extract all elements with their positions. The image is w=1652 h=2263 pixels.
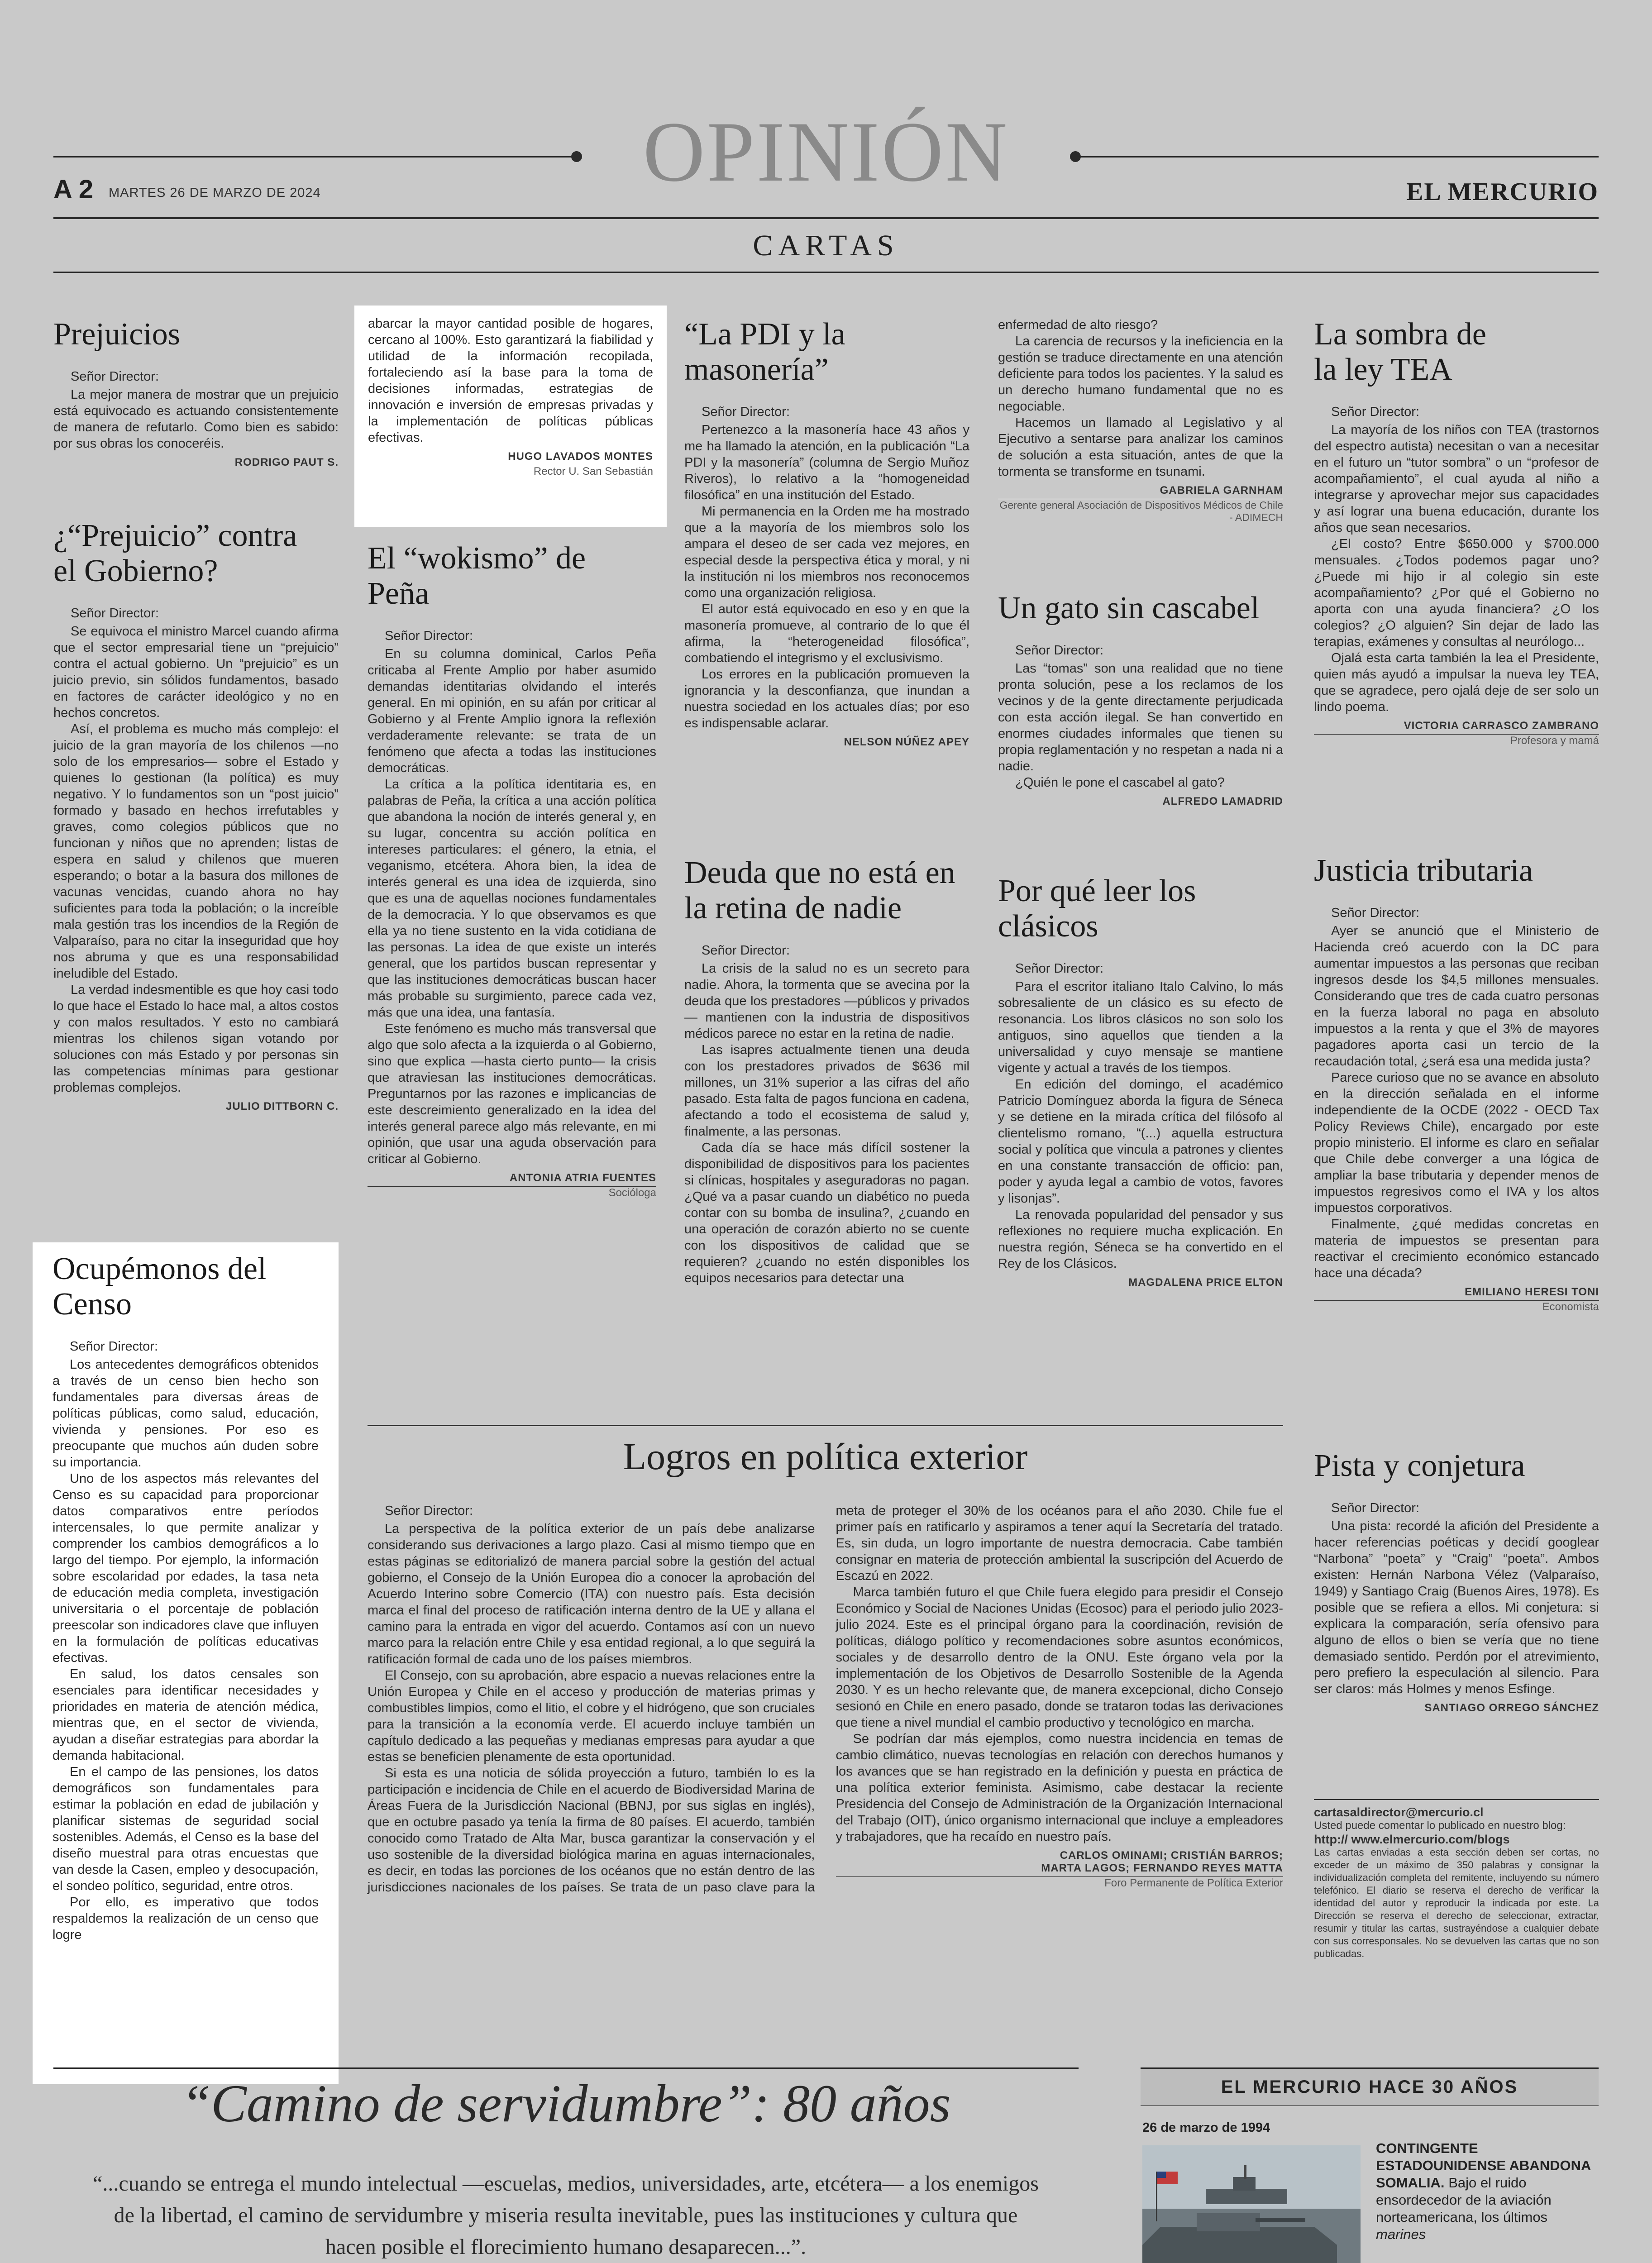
letter-paragraph: enfermedad de alto riesgo?: [998, 318, 1158, 332]
letter-title: Pista y conjetura: [1314, 1448, 1525, 1483]
letter-salutation: Señor Director:: [1015, 961, 1104, 976]
letter-prejuicio-gobierno: [53, 518, 339, 1113]
letter-signature: HUGO LAVADOS MONTES: [508, 450, 653, 463]
letter-paragraph: La verdad indesmentible es que hoy casi todo lo que hace el Estado lo hace mal, a altos costos y con malos resultados. Y esto no cambiará mientras los chilenos sigan votando por soluciones con más Estado y por personas sin las competencias mínimas para gestionar problemas complejos.: [53, 983, 339, 1095]
letter-paragraph: La carencia de recursos y la ineficiencia en la gestión se traduce directamente en una atención deficiente para todos los pacientes. Y la salud es un derecho humano fundamental que no es negociable.: [998, 334, 1283, 414]
header-rule-left: [53, 156, 575, 158]
logros-top-rule: [368, 1425, 1283, 1426]
logros-title: Logros en política exterior: [623, 1436, 1028, 1478]
letter-signature: MAGDALENA PRICE ELTON: [1128, 1276, 1283, 1289]
letter-salutation: Señor Director:: [385, 629, 473, 643]
letter-paragraph: ¿El costo? Entre $650.000 y $700.000 mensuales. ¿Todos podemos pagar uno? ¿Puede mi hijo ir al colegio sin este acompañamiento? ¿Por qué el Gobierno no aporta con una ayuda financiera? ¿O los colegios? ¿O alguien? Sin dejar de lado las terapias, exámenes y consultas al neurólogo...: [1314, 537, 1599, 649]
letter-paragraph: Parece curioso que no se avance en absoluto en la dirección señalada en el informe independiente de la OCDE (2022 - OECD Tax Policy Reviews Chile), encargado por este propio ministerio. El informe es claro en señalar que Chile debe converger a una lógica de ampliar la base tributaria y depender menos de impuestos regresivos como el IVA y los altos impuestos corporativos.: [1314, 1070, 1599, 1215]
letter-paragraph: Para el escritor italiano Italo Calvino, lo más sobresaliente de un clásico es su efecto de resonancia. Los libros clásicos no son solo los antiguos, sino aquellos que tienden a la universalidad y cuyo mensaje se mantiene vigente y actual a través de los tiempos.: [998, 979, 1283, 1075]
letter-clasicos: [998, 874, 1283, 1289]
letter-signature-role: Foro Permanente de Política Exterior: [1104, 1877, 1283, 1889]
letter-gato: [998, 591, 1283, 808]
letter-signature-role: Socióloga: [608, 1187, 656, 1199]
header-rule: [53, 217, 1599, 219]
letter-signature-role: Economista: [1542, 1301, 1599, 1313]
letter-signature-role: Profesora y mamá: [1510, 735, 1599, 747]
letter-title: Deuda que no está en la retina de nadie: [684, 855, 955, 926]
letter-paragraph: Por ello, es imperativo que todos respaldemos la realización de un censo que logre: [53, 1895, 319, 1942]
letter-paragraph: El autor está equivocado en eso y en que la masonería promueve, al contrario de lo que él afirma, la “heterogeneidad filosófica”, combatiendo el integrismo y el exclusivismo.: [684, 602, 969, 665]
letter-signature: GABRIELA GARNHAM: [1160, 484, 1283, 497]
letter-paragraph: Finalmente, ¿qué medidas concretas en materia de impuestos se presentan para reactivar el crecimiento económico estancado hace una década?: [1314, 1217, 1599, 1280]
letter-salutation: Señor Director:: [70, 1339, 158, 1354]
letter-paragraph: Los antecedentes demográficos obtenidos a través de un censo bien hecho son fundamentales para diversas áreas de políticas públicas, como salud, educación, vivienda y pensiones. Por eso es preocupante que muchos aún duden sobre su importancia.: [53, 1357, 319, 1470]
letter-paragraph: Las “tomas” son una realidad que no tiene pronta solución, pese a los reclamos de los vecinos y de la gente directamente perjudicada con esta acción ilegal. Se han convertido en enormes ciudades informales que tienen su propia reglamentación y no respetan a nada ni a nadie.: [998, 661, 1283, 773]
letter-paragraph: La renovada popularidad del pensador y sus reflexiones no requiere mucha explicación. En nuestra región, Séneca se ha convertido en el Rey de los Clásicos.: [998, 1208, 1283, 1271]
letter-paragraph: Mi permanencia en la Orden me ha mostrado que a la mayoría de los miembros solo los ampara el deseo de ser cada vez mejores, en especial desde la perspectiva ética y moral, y ni la institución ni los miembros nos reconocemos como una organización religiosa.: [684, 504, 969, 600]
letter-tea: [1314, 317, 1599, 747]
masthead: EL MERCURIO: [1406, 178, 1599, 206]
letter-deuda: [684, 855, 969, 1286]
letter-title: Prejuicios: [53, 317, 180, 352]
letter-paragraph: En su columna dominical, Carlos Peña criticaba al Frente Amplio por haber asumido demandas identitarias olvidando el interés general. En mi opinión, en su afán por criticar al Gobierno y al Frente Amplio ignora la reflexión verdaderamente relevante: se trata de un fenómeno que afecta a todas las instituciones democráticas.: [368, 647, 656, 775]
letter-salutation: Señor Director:: [1015, 643, 1104, 658]
letter-paragraph: ¿Quién le pone el cascabel al gato?: [1015, 775, 1225, 790]
letter-signature-role: Gerente general Asociación de Dispositivos Médicos de Chile - ADIMECH: [999, 499, 1283, 523]
letter-title: ¿“Prejuicio” contra el Gobierno?: [53, 518, 297, 588]
letter-paragraph: Uno de los aspectos más relevantes del Censo es su capacidad para proporcionar datos comparativos entre períodos intercensales, lo que permite analizar y comprender los cambios demográficos a lo largo del tiempo. Por ejemplo, la información sobre escolaridad por edades, la tasa neta de educación media completa, investigación universitaria o el porcentaje de población preescolar son indicadores clave que influyen en la formulación de políticas educativas efectivas.: [53, 1471, 319, 1665]
letter-title: Por qué leer los clásicos: [998, 874, 1196, 944]
letter-salutation: Señor Director:: [702, 943, 790, 958]
letter-wokismo: [368, 541, 656, 1199]
header-dot-left: [571, 151, 582, 162]
letter-paragraph: La crisis de la salud no es un secreto para nadie. Ahora, la tormenta que se avecina por la deuda que los prestadores —públicos y privados— mantienen con la industria de dispositivos médicos parece no estar en la retina de nadie.: [684, 961, 969, 1041]
hace30-lead-side: [1376, 2140, 1599, 2243]
hace30-lead-italic: marines: [1376, 2226, 1426, 2242]
letter-paragraph: Los errores en la publicación promueven la ignorancia y la desconfianza, que inundan a nuestra sociedad en los actuales días; por eso es indispensable aclarar.: [684, 667, 969, 730]
letter-title: El “wokismo” de Peña: [368, 541, 586, 611]
contact-note: Usted puede comentar lo publicado en nuestro blog:: [1314, 1819, 1566, 1832]
letter-salutation: Señor Director:: [702, 405, 790, 419]
letter-paragraph: La mayoría de los niños con TEA (trastornos del espectro autista) necesitan o van a necesitar en el futuro un “tutor sombra” o un “profesor de acompañamiento”, el cual ayuda al niño a integrarse y aprovechar mejor sus capacidades y así lograr una buena educación, durante los años que sean necesarios.: [1314, 423, 1599, 535]
letter-salutation: Señor Director:: [1331, 405, 1420, 419]
contact-rules: Las cartas enviadas a esta sección deben ser cortas, no exceder de un máximo de 350 palabras y consignar la individualización completa del remitente, incluyendo su número telefónico. El diario se reserva el derecho de verificar la identidad del autor y reproducir la indicada por este. La Dirección se reserva el derecho de seleccionar, extractar, resumir y titular las cartas, sustrayéndose a cualquier debate con sus corresponsales. No se devuelven las cartas que no son publicadas.: [1314, 1847, 1599, 1959]
letter-signature: ANTONIA ATRIA FUENTES: [509, 1172, 656, 1184]
logros-body: [368, 1503, 1283, 1996]
letter-pdi: [684, 317, 969, 749]
letter-title: Justicia tributaria: [1314, 853, 1533, 888]
contact-blog-link[interactable]: http:// www.elmercurio.com/blogs: [1314, 1833, 1510, 1846]
hace30-lead-title: CONTINGENTE ESTADOUNIDENSE ABANDONA SOMALIA.: [1376, 2140, 1591, 2191]
letter-censo-continued: [354, 306, 667, 527]
letter-signature: SANTIAGO ORREGO SÁNCHEZ: [1424, 1702, 1599, 1714]
letter-paragraph: Así, el problema es mucho más complejo: el juicio de la gran mayoría de los chilenos —no solo de los empresarios— sobre el Estado y quienes lo gestionan (la política) es muy negativo. Y lo fundamentos son un “post juicio” formado y basado en hechos irrefutables y graves, como colegios públicos que no funcionan y niños que no aprenden; listas de espera en salud y chilenos que mueren esperando; o botar a la basura dos millones de vacunas vencidas, cuando ahora no hay suficientes para toda la población; o la increíble mala gestión tras los incendios de la Región de Valparaíso, para no citar la inseguridad que hoy nos abruma y que es una responsabilidad ineludible del Estado.: [53, 722, 339, 981]
letter-paragraph: La perspectiva de la política exterior de un país debe analizarse considerando sus derivaciones a largo plazo. Casi al mismo tiempo que en estas páginas se editorializó de manera parcial sobre la gestión del actual gobierno, el Consejo de la Unión Europea dio a conocer la aprobación del Acuerdo Interino sobre Comercio (ITA) con nuestro país. Esta decisión marca el final del proceso de ratificación interna dentro de la UE y allana el camino para la entrada en vigor del acuerdo. Contamos así con un nuevo marco para la relación entre Chile y esa entidad regional, a lo que seguirá la ratificación formal de cada uno de los países miembros.: [368, 1522, 815, 1666]
letter-prejuicios: [53, 317, 339, 469]
letter-paragraph: En el campo de las pensiones, los datos demográficos son fundamentales para estimar la población en edad de jubilación y planificar sistemas de seguridad social sostenibles. Además, el Censo es la base del diseño muestral para otras encuestas que van desde la Casen, empleo y desocupación, el sondeo político, seguridad, entre otros.: [53, 1765, 319, 1893]
essay-title: “Camino de servidumbre”: 80 años: [181, 2074, 951, 2133]
letter-salutation: Señor Director:: [71, 606, 159, 621]
letter-paragraph: Una pista: recordé la afición del Presidente a hacer referencias poéticas y decidí googlear “Narbona” “poeta” y “Craig” “poeta”. Ambos existen: Hernán Narbona Vélez (Valparaíso, 1949) y Santiago Craig (Buenos Aires, 1978). Es posible que se refiera a ellos. Mi conjetura: si explicara la comparación, sería ofensivo para alguno de ellos o bien se vería que no tiene demasiado sentido. Perdón por el atrevimiento, pero prefiero la especulación al silencio. Para ser claros: más Holmes y menos Esfinge.: [1314, 1519, 1599, 1696]
letter-paragraph: El Consejo, con su aprobación, abre espacio a nuevas relaciones entre la Unión Europea y Chile en el acceso y producción de materias primas y combustibles limpios, como el litio, el cobre y el hidrógeno, que son cruciales para la transición a la economía verde. El acuerdo incluye también un capítulo dedicado a las pequeñas y medianas empresas para ayudar a que estas se beneficien plenamente de esta oportunidad.: [368, 1668, 815, 1764]
letter-signature-role: Rector U. San Sebastián: [533, 465, 653, 477]
letter-paragraph: Hacemos un llamado al Legislativo y al Ejecutivo a sentarse para analizar los caminos de solución a esta situación, antes de que la tormenta se transforme en tsunami.: [998, 415, 1283, 479]
letter-paragraph: Marca también futuro el que Chile fuera elegido para presidir el Consejo Económico y Social de Naciones Unidas (Ecosoc) para el periodo julio 2023-julio 2024. Este es el principal órgano para la coordinación, revisión de políticas, diálogo político y recomendaciones sobre asuntos económicos, sociales y de desarrollo dentro de la ONU. Este órgano vela por la implementación de los Objetivos de Desarrollo Sostenible de la Agenda 2030. Y es un hecho relevante que, de manera excepcional, dicho Consejo sesionó en Chile en enero pasado, donde se trataron todas las derivaciones que tiene a nivel mundial el cambio productivo y tecnológico en marcha.: [836, 1585, 1283, 1730]
letter-signature: MARTA LAGOS; FERNANDO REYES MATTA: [1041, 1862, 1283, 1874]
letter-signature: RODRIGO PAUT S.: [234, 456, 339, 468]
letter-signature: EMILIANO HERESI TONI: [1465, 1286, 1599, 1298]
letter-paragraph: Pertenezco a la masonería hace 43 años y me ha llamado la atención, en la publicación “La PDI y la masonería” (columna de Sergio Muñoz Riveros), lo relativo a la “homogeneidad filosófica” en una institución del Estado.: [684, 423, 969, 502]
letter-paragraph: Ojalá esta carta también la lea el Presidente, quien más ayudó a impulsar la nueva ley TEA, que se agradece, pero ojalá deje de ser solo un lindo poema.: [1314, 651, 1599, 714]
letter-paragraph: Se podrían dar más ejemplos, como nuestra incidencia en temas de cambio climático, nuevas tecnologías en relación con derechos humanos y los avances que se han registrado en la definición y puesta en práctica de una política exterior feminista. Asimismo, cabe destacar la reciente Presidencia del Consejo de Administración de la Organización Internacional del Trabajo (OIT), único organismo internacional que incluye a empleadores y trabajadores, que ha recaído en nuestro país.: [836, 1732, 1283, 1844]
essay-pull-quote: “...cuando se entrega el mundo intelectual —escuelas, medios, universidades, arte, etcétera— a los enemigos de la libertad, el camino de servidumbre y miseria resulta inevitable, pues las instituciones y cultura que hacen posible el florecimiento humano desaparecen...”.: [93, 2172, 1039, 2259]
hace30-lead-text: Bajo el ruido ensordecedor de la aviación norteamericana, los últimos: [1376, 2175, 1552, 2225]
letter-signature: VICTORIA CARRASCO ZAMBRANO: [1404, 720, 1599, 732]
hace30-photo: [1142, 2145, 1361, 2263]
letter-paragraph: Cada día se hace más difícil sostener la disponibilidad de dispositivos para los pacientes si clínicas, hospitales y aseguradoras no pagan. ¿Qué va a pasar cuando un diabético no pueda contar con su bomba de insulina?, ¿cuando en una operación de corazón abierto no se cuente con los dispositivos de calidad que se requieren? ¿cuando no estén disponibles los equipos necesarios para detectar una: [684, 1141, 969, 1285]
letter-paragraph: Ayer se anunció que el Ministerio de Hacienda creó acuerdo con la DC para aumentar impuestos a las personas que reciban ingresos desde los $4,5 millones mensuales. Considerando que tres de cada cuatro personas en la fuerza laboral no paga en absoluto impuestos a la renta y que el 3% de mayores pagadores aporta casi un tercio de la recaudación total, ¿será esa una medida justa?: [1314, 924, 1599, 1069]
subsection-rule: [53, 272, 1599, 273]
letter-salutation: Señor Director:: [1331, 906, 1420, 920]
letter-censo: [33, 1242, 339, 2084]
hace30-header: EL MERCURIO HACE 30 AÑOS: [1141, 2067, 1599, 2106]
essay-top-rule: [53, 2067, 1079, 2069]
letter-paragraph: En edición del domingo, el académico Patricio Domínguez aborda la figura de Séneca y se detiene en la mirada crítica del filósofo al clientelismo romano, “(...) aquella estructura social y política que vincula a patrones y clientes en una constante transacción de officio: pan, poder y ayuda legal a cambio de votos, favores y lisonjas”.: [998, 1077, 1283, 1206]
letter-title: Un gato sin cascabel: [998, 591, 1260, 625]
page-date: MARTES 26 DE MARZO DE 2024: [109, 186, 321, 200]
letter-pista: [1314, 1448, 1599, 1714]
letter-signature: CARLOS OMINAMI; CRISTIÁN BARROS;: [1060, 1849, 1283, 1862]
ship-and-tank-photo-icon: [1142, 2145, 1361, 2263]
letter-paragraph: La mejor manera de mostrar que un prejuicio está equivocado es actuando consistentemente de manera de refutarlo. Como bien es sabido: por sus obras los conoceréis.: [53, 387, 339, 451]
letter-tributaria: [1314, 853, 1599, 1313]
letter-paragraph: Este fenómeno es mucho más transversal que algo que solo afecta a la izquierda o al Gobierno, sino que explica —hasta cierto punto— la crisis que atraviesan las instituciones democráticas. Preguntarnos por las razones e implicancias de este descreimiento generalizado en la idea del interés general parece algo más relevante, en mi opinión, que usar una aguda observación para criticar al Gobierno.: [368, 1022, 656, 1166]
letter-deuda-continued: [998, 317, 1283, 524]
letter-title: Ocupémonos del Censo: [53, 1251, 267, 1322]
letter-paragraph: Si esta es una noticia de sólida proyección a futuro, también lo es la participación e incidencia de Chile en el acuerdo de Biodiversidad Marina de Áreas Fuera de la Jurisdicción Nacional (BBNJ, por sus siglas en inglés), que en octubre pasado ya tenía la firma de 80 países. El acuerdo, también conocido como Tratado de Alta Mar, busca garantizar la conservación y el uso sostenible de la diversidad biológica marina en aguas internacionales, es decir, en todas las porciones de los océanos que no están dentro de las jurisdicciones nacionales de los países. Se trata de un paso clave para la meta de proteger el 30% de los océanos para el año 2030. Chile fue el primer país en ratificarlo y aspiramos a tener aquí la Secretaría del tratado. Es, sin duda, un logro importante de nuestra democracia. Cabe también consignar en materia de protección ambiental la suscripción del Acuerdo de Escazú en 2022.: [368, 1504, 1283, 1895]
letter-salutation: Señor Director:: [1331, 1501, 1420, 1515]
header-rule-right: [1077, 156, 1599, 158]
page-number: A 2: [53, 175, 94, 204]
section-title: OPINIÓN: [643, 105, 1009, 200]
contact-box: [1314, 1799, 1599, 1960]
letter-signature: NELSON NÚÑEZ APEY: [844, 736, 969, 748]
subsection-title: CARTAS: [753, 229, 899, 262]
letter-salutation: Señor Director:: [71, 369, 159, 384]
letter-paragraph: Las isapres actualmente tienen una deuda con los prestadores privados de $636 mil millones, un 31% superior a las cifras del año pasado. Esta falta de pagos funciona en cadena, afectando a todo el ecosistema de salud y, finalmente, a las personas.: [684, 1043, 969, 1139]
letter-signature: ALFREDO LAMADRID: [1162, 795, 1283, 807]
letter-signature: JULIO DITTBORN C.: [226, 1100, 339, 1112]
letter-paragraph: abarcar la mayor cantidad posible de hogares, cercano al 100%. Esto garantizará la fiabilidad y utilidad de la información recopilada, fortaleciendo así la base para la toma de decisiones informadas, estrategias de innovación e inversión de empresas privadas y la implementación de políticas públicas efectivas.: [368, 316, 653, 445]
contact-email[interactable]: cartasaldirector@mercurio.cl: [1314, 1805, 1484, 1819]
letter-title: La sombra de la ley TEA: [1314, 317, 1486, 387]
letter-paragraph: La crítica a la política identitaria es, en palabras de Peña, la crítica a una acción política que abandona la noción de interés general y, en su lugar, concentra su acción política en intereses particulares: el género, la etnia, el veganismo, etcétera. Ahora bien, la idea de interés general es una idea de izquierda, sino que es una de aquellas nociones fundamentales de la democracia. Y lo que observamos es que ella ya no tiene sustento en la vida cotidiana de las personas. La idea de que existe un interés general, que los partidos buscan representar y que las instituciones democráticas buscan hacer más probable su surgimiento, parece cada vez, más que una idea, una fantasía.: [368, 777, 656, 1020]
hace30-date: 26 de marzo de 1994: [1142, 2120, 1270, 2135]
letter-paragraph: Se equivoca el ministro Marcel cuando afirma que el sector empresarial tiene un “prejuicio” contra el actual gobierno. Un “prejuicio” es un juicio previo, sin sólidos fundamentos, basado en factores de carácter ideológico y no en hechos concretos.: [53, 624, 339, 720]
letter-paragraph: En salud, los datos censales son esenciales para identificar necesidades y prioridades en materia de atención médica, mientras que, en el sector de vivienda, ayudan a diseñar estrategias para abordar la demanda habitacional.: [53, 1667, 319, 1763]
letter-title: “La PDI y la masonería”: [684, 317, 845, 387]
letter-salutation: Señor Director:: [385, 1504, 473, 1518]
